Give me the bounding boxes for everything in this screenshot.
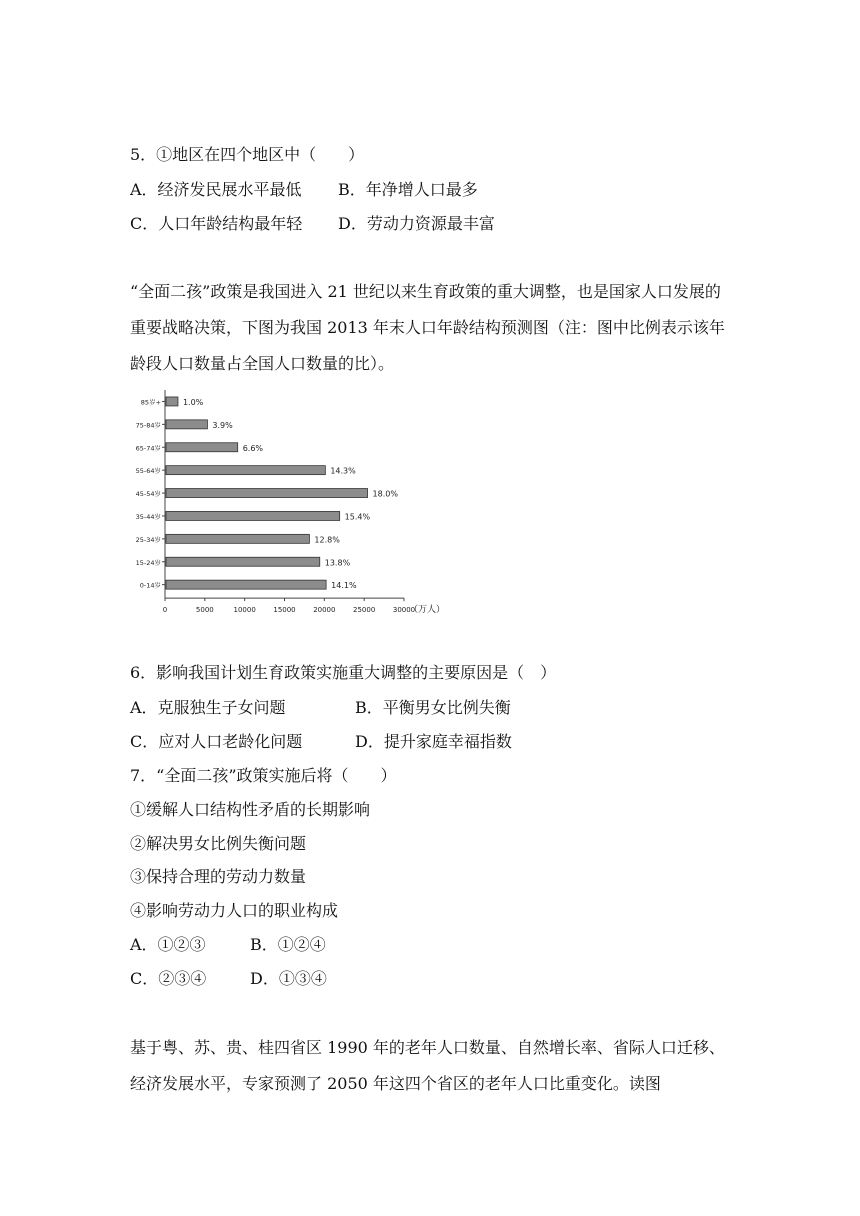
- q5-option-a: A．经济发民展水平最低: [130, 180, 302, 199]
- data-label: 6.6%: [242, 443, 264, 453]
- intro-paragraph-policy: “全面二孩”政策是我国进入 21 世纪以来生育政策的重大调整，也是国家人口发展的重要战略决策，下图为我国 2013 年末人口年龄结构预测图（注：图中比例表示该年龄段人口数量占全国人口数量的比）。: [130, 282, 725, 373]
- bar: [166, 397, 178, 406]
- bar: [166, 420, 207, 429]
- bar: [166, 466, 325, 475]
- y-tick-label: 35-44岁: [135, 512, 161, 521]
- q7-stem: 7．“全面二孩”政策实施后将（ ）: [130, 766, 397, 785]
- q7-option-b: B．①②④: [250, 935, 326, 954]
- bar: [166, 489, 368, 498]
- data-label: 14.1%: [331, 581, 357, 591]
- bar: [166, 511, 340, 520]
- age-structure-bar-chart: [128, 384, 458, 614]
- x-tick-label: 5000: [195, 606, 214, 614]
- y-tick-label: 75-84岁: [135, 421, 161, 430]
- y-tick-label: 0-14岁: [139, 581, 161, 590]
- q5-option-d: D．劳动力资源最丰富: [338, 214, 495, 233]
- q6-option-c: C．应对人口老龄化问题: [130, 732, 303, 751]
- y-tick-label: 25-34岁: [135, 535, 161, 544]
- q6-option-d: D．提升家庭幸福指数: [355, 732, 512, 751]
- q5-option-c: C．人口年龄结构最年轻: [130, 214, 303, 233]
- bar: [166, 580, 326, 589]
- q6-option-b: B．平衡男女比例失衡: [355, 698, 511, 717]
- data-label: 15.4%: [344, 512, 371, 522]
- q6-option-a: A．克服独生子女问题: [130, 698, 286, 717]
- x-tick-label: 0: [162, 606, 168, 614]
- q7-item-2: ②解决男女比例失衡问题: [130, 834, 307, 853]
- x-tick-label: 10000: [233, 606, 256, 614]
- q7-option-a: A．①②③: [130, 935, 206, 954]
- x-axis-label: （万人）: [409, 605, 446, 614]
- data-label: 12.8%: [314, 535, 340, 545]
- data-label: 13.8%: [324, 558, 351, 568]
- x-tick-label: 20000: [313, 606, 336, 614]
- q6-stem: 6．影响我国计划生育政策实施重大调整的主要原因是（ ）: [130, 663, 557, 682]
- data-label: 1.0%: [182, 397, 204, 407]
- bar: [166, 557, 320, 566]
- q7-option-c: C．②③④: [130, 969, 207, 988]
- q7-item-1: ①缓解人口结构性矛盾的长期影响: [130, 800, 371, 819]
- data-label: 18.0%: [372, 489, 398, 499]
- q7-item-4: ④影响劳动力人口的职业构成: [130, 901, 339, 920]
- y-tick-label: 45-54岁: [135, 490, 161, 499]
- q7-option-d: D．①③④: [250, 969, 327, 988]
- y-tick-label: 15-24岁: [135, 558, 161, 567]
- bar: [166, 443, 238, 452]
- intro-paragraph-elderly: 基于粤、苏、贵、桂四省区 1990 年的老年人口数量、自然增长率、省际人口迁移、经济发展水平，专家预测了 2050 年这四个省区的老年人口比重变化。读图: [130, 1038, 725, 1093]
- y-tick-label: 85岁+: [140, 398, 161, 407]
- bar: [166, 534, 309, 543]
- data-label: 14.3%: [330, 466, 356, 476]
- q5-stem: 5．①地区在四个地区中（ ）: [130, 145, 365, 164]
- data-label: 3.9%: [212, 420, 233, 430]
- x-tick-label: 30000: [392, 606, 416, 614]
- y-tick-label: 55-64岁: [135, 467, 161, 476]
- y-tick-label: 65-74岁: [135, 444, 161, 453]
- q5-option-b: B．年净增人口最多: [338, 180, 478, 199]
- x-tick-label: 15000: [273, 606, 296, 614]
- q7-item-3: ③保持合理的劳动力数量: [130, 867, 307, 886]
- x-tick-label: 25000: [353, 606, 376, 614]
